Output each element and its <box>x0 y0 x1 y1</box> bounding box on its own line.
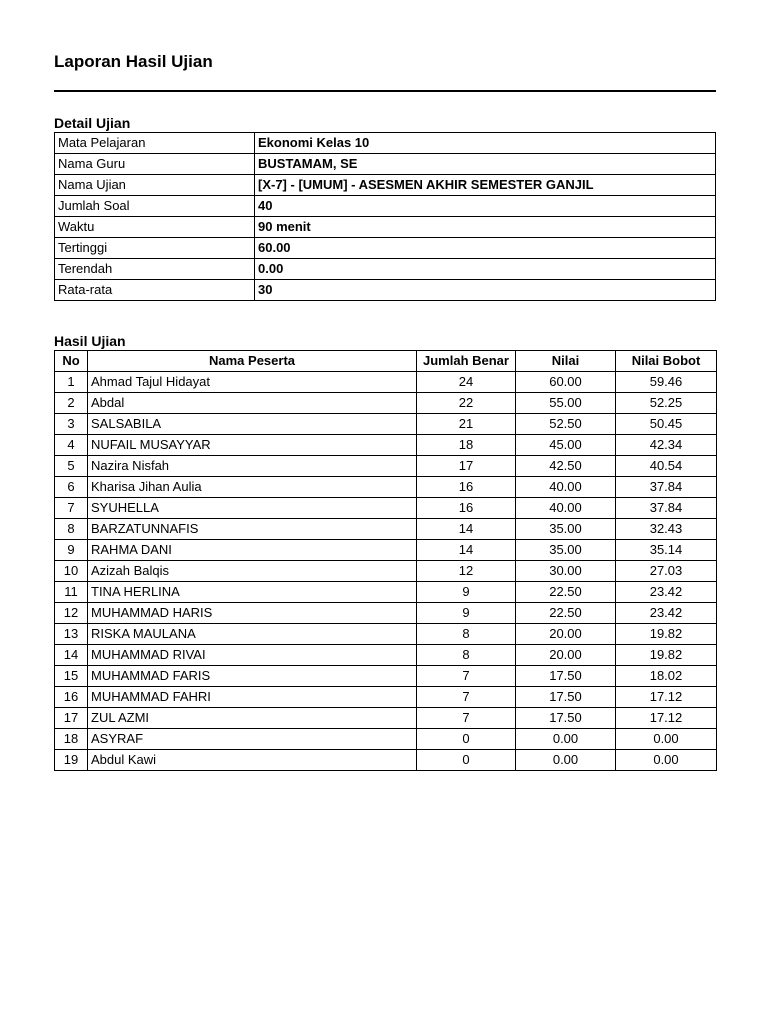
cell-nilai-bobot: 42.34 <box>616 435 717 456</box>
cell-nama-peserta: Ahmad Tajul Hidayat <box>88 372 417 393</box>
detail-value: Ekonomi Kelas 10 <box>255 133 716 154</box>
detail-table <box>54 132 716 301</box>
table-row <box>55 519 717 540</box>
cell-nilai: 35.00 <box>516 540 616 561</box>
cell-nama-peserta: Azizah Balqis <box>88 561 417 582</box>
detail-value: [X-7] - [UMUM] - ASESMEN AKHIR SEMESTER GANJIL <box>255 175 716 196</box>
column-header-nama-peserta: Nama Peserta <box>88 351 417 372</box>
table-row <box>55 414 717 435</box>
cell-jumlah-benar: 9 <box>417 603 516 624</box>
cell-nilai: 55.00 <box>516 393 616 414</box>
cell-no: 11 <box>55 582 88 603</box>
cell-jumlah-benar: 14 <box>417 519 516 540</box>
detail-section-heading: Detail Ujian <box>54 115 131 131</box>
cell-nilai: 17.50 <box>516 708 616 729</box>
table-row <box>55 582 717 603</box>
cell-nilai: 22.50 <box>516 582 616 603</box>
detail-value: 30 <box>255 280 716 301</box>
cell-nama-peserta: ASYRAF <box>88 729 417 750</box>
cell-nama-peserta: NUFAIL MUSAYYAR <box>88 435 417 456</box>
cell-nilai-bobot: 19.82 <box>616 624 717 645</box>
cell-nilai: 20.00 <box>516 645 616 666</box>
table-row <box>55 624 717 645</box>
detail-label: Terendah <box>55 259 255 280</box>
cell-nama-peserta: Nazira Nisfah <box>88 456 417 477</box>
cell-nilai: 40.00 <box>516 477 616 498</box>
cell-nama-peserta: RISKA MAULANA <box>88 624 417 645</box>
table-row <box>55 393 717 414</box>
detail-label: Waktu <box>55 217 255 238</box>
cell-jumlah-benar: 0 <box>417 750 516 771</box>
cell-no: 12 <box>55 603 88 624</box>
detail-value: 60.00 <box>255 238 716 259</box>
cell-nilai-bobot: 32.43 <box>616 519 717 540</box>
detail-row <box>55 217 716 238</box>
cell-no: 1 <box>55 372 88 393</box>
cell-nama-peserta: MUHAMMAD HARIS <box>88 603 417 624</box>
table-row <box>55 645 717 666</box>
detail-row <box>55 133 716 154</box>
cell-nilai: 40.00 <box>516 498 616 519</box>
cell-no: 14 <box>55 645 88 666</box>
detail-value: 40 <box>255 196 716 217</box>
cell-no: 8 <box>55 519 88 540</box>
cell-nama-peserta: MUHAMMAD RIVAI <box>88 645 417 666</box>
cell-jumlah-benar: 21 <box>417 414 516 435</box>
cell-nilai: 45.00 <box>516 435 616 456</box>
detail-row <box>55 280 716 301</box>
cell-nilai-bobot: 0.00 <box>616 729 717 750</box>
cell-jumlah-benar: 8 <box>417 645 516 666</box>
table-row <box>55 498 717 519</box>
detail-label: Tertinggi <box>55 238 255 259</box>
cell-nilai-bobot: 17.12 <box>616 687 717 708</box>
cell-nilai-bobot: 19.82 <box>616 645 717 666</box>
cell-jumlah-benar: 7 <box>417 687 516 708</box>
cell-no: 10 <box>55 561 88 582</box>
cell-nama-peserta: BARZATUNNAFIS <box>88 519 417 540</box>
cell-no: 16 <box>55 687 88 708</box>
cell-nilai: 0.00 <box>516 750 616 771</box>
cell-jumlah-benar: 17 <box>417 456 516 477</box>
table-row <box>55 687 717 708</box>
page-title: Laporan Hasil Ujian <box>54 52 213 71</box>
results-section-heading: Hasil Ujian <box>54 333 126 349</box>
title-divider <box>54 90 716 92</box>
detail-label: Nama Ujian <box>55 175 255 196</box>
table-row <box>55 477 717 498</box>
cell-nilai-bobot: 18.02 <box>616 666 717 687</box>
cell-nama-peserta: Abdal <box>88 393 417 414</box>
cell-no: 15 <box>55 666 88 687</box>
table-row <box>55 540 717 561</box>
cell-nilai: 17.50 <box>516 687 616 708</box>
cell-jumlah-benar: 22 <box>417 393 516 414</box>
cell-nama-peserta: SALSABILA <box>88 414 417 435</box>
cell-nilai-bobot: 52.25 <box>616 393 717 414</box>
detail-value: 90 menit <box>255 217 716 238</box>
table-row <box>55 435 717 456</box>
results-header-row <box>55 351 717 372</box>
detail-label: Mata Pelajaran <box>55 133 255 154</box>
cell-nilai-bobot: 59.46 <box>616 372 717 393</box>
detail-label: Nama Guru <box>55 154 255 175</box>
cell-no: 6 <box>55 477 88 498</box>
cell-jumlah-benar: 7 <box>417 666 516 687</box>
cell-jumlah-benar: 18 <box>417 435 516 456</box>
cell-no: 19 <box>55 750 88 771</box>
results-table <box>54 350 717 771</box>
table-row <box>55 603 717 624</box>
cell-nilai: 0.00 <box>516 729 616 750</box>
cell-jumlah-benar: 9 <box>417 582 516 603</box>
cell-nama-peserta: ZUL AZMI <box>88 708 417 729</box>
cell-nama-peserta: RAHMA DANI <box>88 540 417 561</box>
cell-no: 3 <box>55 414 88 435</box>
cell-nama-peserta: Kharisa Jihan Aulia <box>88 477 417 498</box>
cell-nilai-bobot: 35.14 <box>616 540 717 561</box>
cell-nilai: 52.50 <box>516 414 616 435</box>
cell-nilai: 42.50 <box>516 456 616 477</box>
cell-nama-peserta: MUHAMMAD FAHRI <box>88 687 417 708</box>
table-row <box>55 372 717 393</box>
detail-row <box>55 196 716 217</box>
cell-nama-peserta: MUHAMMAD FARIS <box>88 666 417 687</box>
column-header-nilai: Nilai <box>516 351 616 372</box>
cell-nilai-bobot: 37.84 <box>616 477 717 498</box>
cell-jumlah-benar: 8 <box>417 624 516 645</box>
cell-nama-peserta: SYUHELLA <box>88 498 417 519</box>
cell-no: 9 <box>55 540 88 561</box>
cell-nilai-bobot: 17.12 <box>616 708 717 729</box>
table-row <box>55 750 717 771</box>
table-row <box>55 708 717 729</box>
cell-nilai: 22.50 <box>516 603 616 624</box>
detail-value: 0.00 <box>255 259 716 280</box>
cell-jumlah-benar: 16 <box>417 477 516 498</box>
cell-no: 2 <box>55 393 88 414</box>
cell-jumlah-benar: 24 <box>417 372 516 393</box>
cell-no: 17 <box>55 708 88 729</box>
cell-no: 4 <box>55 435 88 456</box>
column-header-nilai-bobot: Nilai Bobot <box>616 351 717 372</box>
cell-nilai-bobot: 27.03 <box>616 561 717 582</box>
cell-nilai: 35.00 <box>516 519 616 540</box>
cell-nilai: 20.00 <box>516 624 616 645</box>
table-row <box>55 561 717 582</box>
column-header-no: No <box>55 351 88 372</box>
cell-nama-peserta: Abdul Kawi <box>88 750 417 771</box>
cell-no: 13 <box>55 624 88 645</box>
cell-jumlah-benar: 12 <box>417 561 516 582</box>
cell-nilai-bobot: 40.54 <box>616 456 717 477</box>
cell-no: 18 <box>55 729 88 750</box>
cell-nama-peserta: TINA HERLINA <box>88 582 417 603</box>
cell-nilai: 30.00 <box>516 561 616 582</box>
cell-nilai-bobot: 23.42 <box>616 603 717 624</box>
cell-no: 7 <box>55 498 88 519</box>
cell-nilai-bobot: 23.42 <box>616 582 717 603</box>
cell-jumlah-benar: 7 <box>417 708 516 729</box>
cell-jumlah-benar: 0 <box>417 729 516 750</box>
cell-nilai-bobot: 37.84 <box>616 498 717 519</box>
cell-nilai: 60.00 <box>516 372 616 393</box>
detail-label: Jumlah Soal <box>55 196 255 217</box>
detail-row <box>55 154 716 175</box>
table-row <box>55 729 717 750</box>
detail-row <box>55 259 716 280</box>
detail-value: BUSTAMAM, SE <box>255 154 716 175</box>
detail-label: Rata-rata <box>55 280 255 301</box>
detail-row <box>55 238 716 259</box>
table-row <box>55 666 717 687</box>
cell-jumlah-benar: 14 <box>417 540 516 561</box>
column-header-jumlah-benar: Jumlah Benar <box>417 351 516 372</box>
cell-jumlah-benar: 16 <box>417 498 516 519</box>
detail-row <box>55 175 716 196</box>
table-row <box>55 456 717 477</box>
cell-nilai: 17.50 <box>516 666 616 687</box>
cell-no: 5 <box>55 456 88 477</box>
cell-nilai-bobot: 50.45 <box>616 414 717 435</box>
cell-nilai-bobot: 0.00 <box>616 750 717 771</box>
